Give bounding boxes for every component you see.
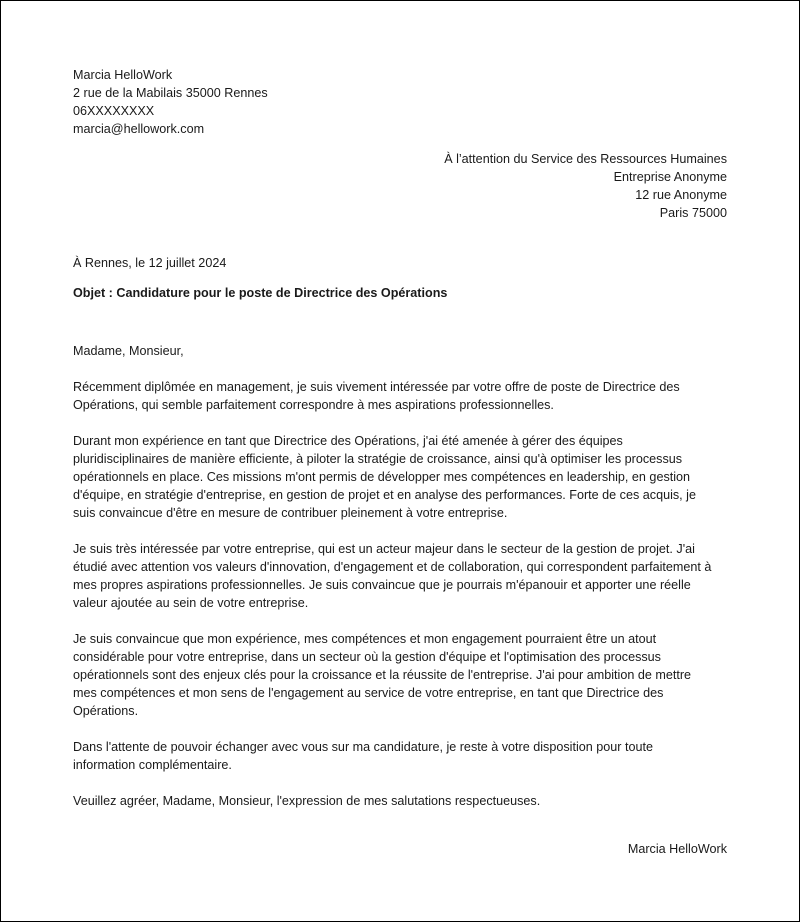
recipient-attention: À l’attention du Service des Ressources Humaines [444, 152, 727, 166]
paragraph-line: Je suis très intéressée par votre entreprise, qui est un acteur majeur dans le secteur de la gestion de projet. J'ai [73, 542, 695, 556]
paragraph-line: suis convaincue d'être en mesure de contribuer pleinement à votre entreprise. [73, 506, 508, 520]
paragraph-line: d'équipe, en stratégie d'entreprise, en gestion de projet et en analyse des performances. Forte de ces acquis, je [73, 488, 696, 502]
paragraph-line: considérable pour votre entreprise, dans un secteur où la gestion d'équipe et l'optimisation des processus [73, 650, 661, 664]
paragraph-line: information complémentaire. [73, 758, 232, 772]
paragraph [73, 630, 733, 720]
recipient-street: 12 rue Anonyme [635, 188, 727, 202]
paragraph-line: opérationnels en place. Ces missions m'ont permis de développer mes compétences en leadership, en gestion [73, 470, 691, 484]
sender-block [73, 66, 268, 138]
paragraph [73, 540, 733, 612]
sender-email: marcia@hellowork.com [73, 122, 205, 136]
signature: Marcia HelloWork [627, 842, 727, 856]
sender-name: Marcia HelloWork [73, 68, 173, 82]
paragraph-line: étudié avec attention vos valeurs d'innovation, d'engagement et de collaboration, qui correspondent parfaitement à [73, 560, 712, 574]
paragraph-line: Durant mon expérience en tant que Directrice des Opérations, j'ai été amenée à gérer des équipes [73, 434, 623, 448]
recipient-block [444, 150, 727, 222]
paragraph-line: Je suis convaincue que mon expérience, mes compétences et mon engagement pourraient être un atout [73, 632, 657, 646]
letter-body [73, 342, 733, 828]
sender-address: 2 rue de la Mabilais 35000 Rennes [73, 86, 268, 100]
paragraph-line: Opérations, qui semble parfaitement correspondre à mes aspirations professionnelles. [73, 398, 554, 412]
paragraph-line: Opérations. [73, 704, 139, 718]
paragraph-line: mes compétences et mon sens de l'engagement au service de votre entreprise, en tant que Directrice des [73, 686, 664, 700]
date-line: À Rennes, le 12 juillet 2024 [73, 256, 227, 270]
paragraph-line: valeur ajoutée au sein de votre entreprise. [73, 596, 309, 610]
salutation: Madame, Monsieur, [73, 344, 184, 358]
paragraph-line: Veuillez agréer, Madame, Monsieur, l'expression de mes salutations respectueuses. [73, 794, 541, 808]
recipient-city: Paris 75000 [659, 206, 727, 220]
paragraph-line: Dans l'attente de pouvoir échanger avec vous sur ma candidature, je reste à votre disposition pour toute [73, 740, 653, 754]
subject-line: Objet : Candidature pour le poste de Directrice des Opérations [73, 286, 448, 300]
paragraph [73, 738, 733, 774]
closing-paragraph [73, 792, 733, 810]
paragraph-line: opérationnels sont des enjeux clés pour la croissance et la réussite de l'entreprise. J'ai pour ambition de mettre [73, 668, 692, 682]
recipient-company: Entreprise Anonyme [613, 170, 727, 184]
paragraph-line: mes propres aspirations professionnelles. Je suis convaincue que je pourrais m'épanouir et apporter une réelle [73, 578, 691, 592]
paragraph-line: Récemment diplômée en management, je suis vivement intéressée par votre offre de poste de Directrice des [73, 380, 680, 394]
sender-phone: 06XXXXXXXX [73, 104, 155, 118]
paragraph [73, 432, 733, 522]
paragraph [73, 378, 733, 414]
paragraph-line: pluridisciplinaires de manière efficiente, à piloter la stratégie de croissance, ainsi qu'à optimiser les processus [73, 452, 683, 466]
